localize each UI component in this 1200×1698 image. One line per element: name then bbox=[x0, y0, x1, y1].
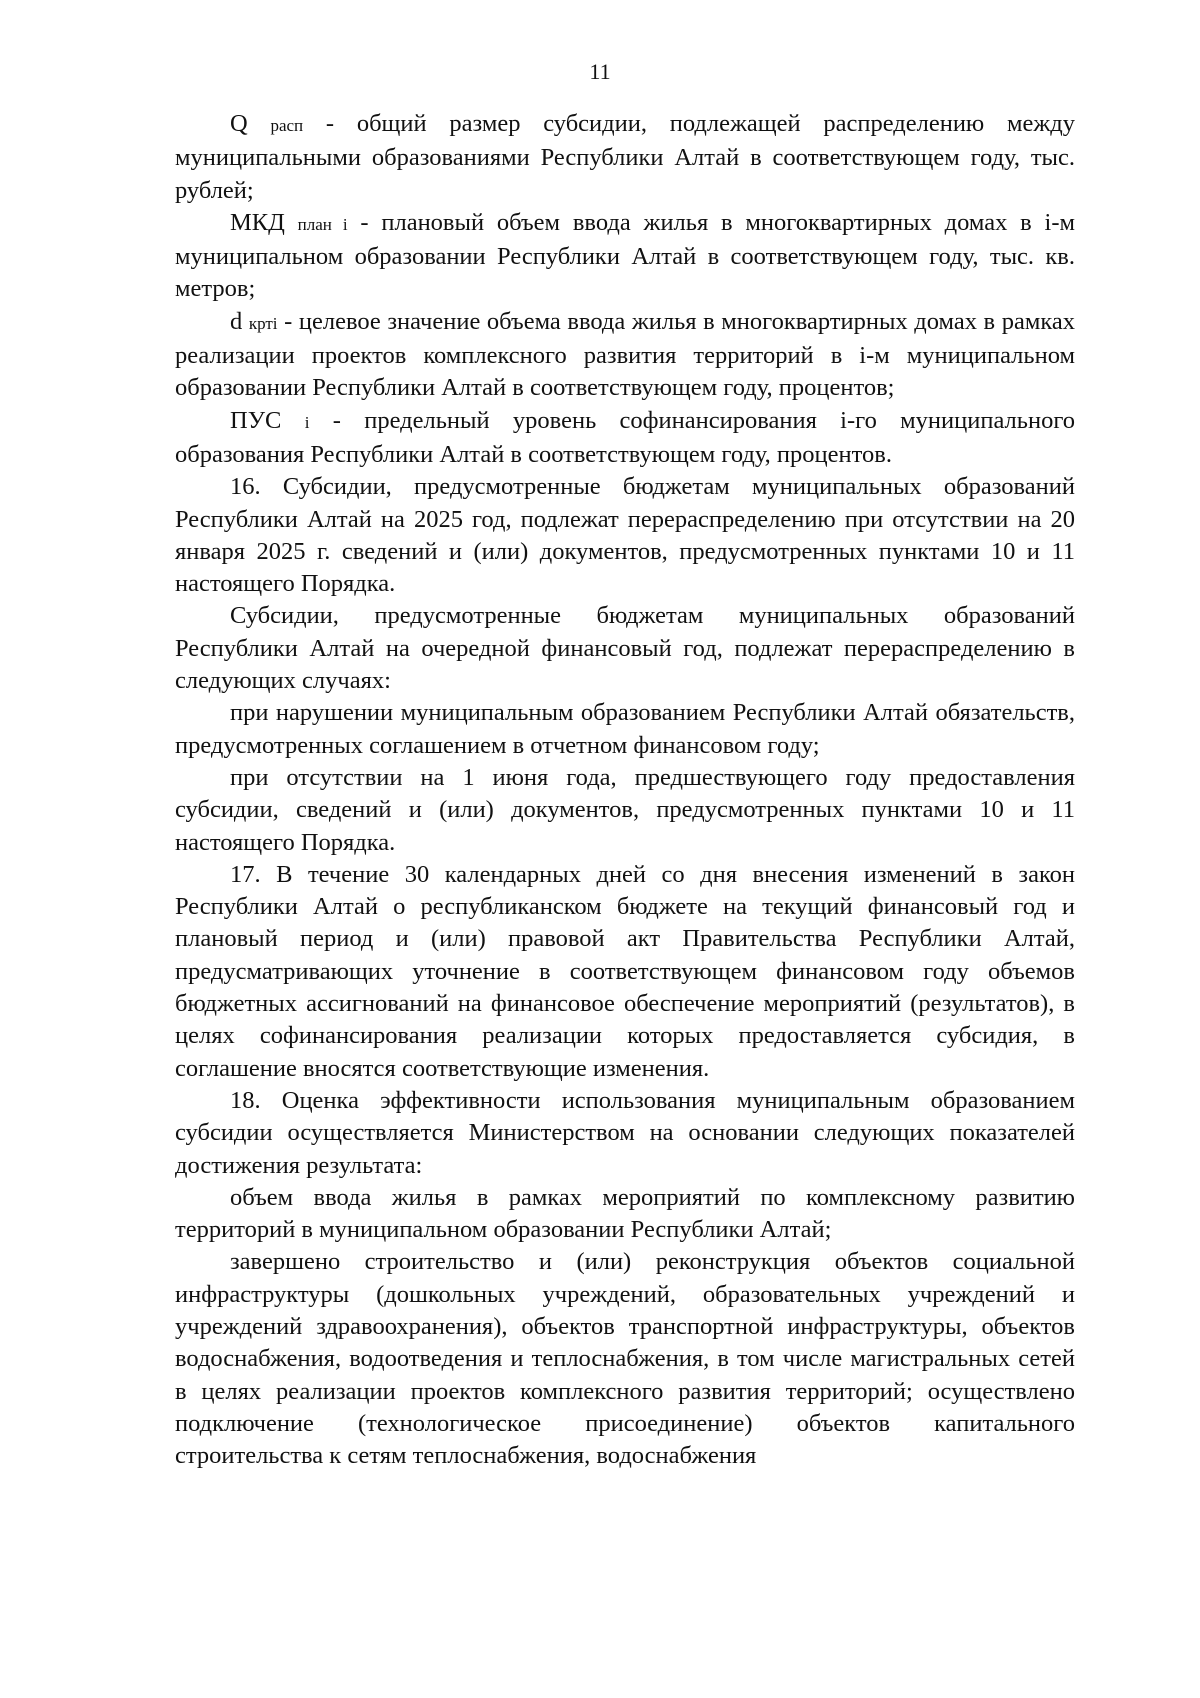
paragraph-16: 16. Субсидии, предусмотренные бюджетам муниципальных образований Республики Алтай на 2025 год, подлежат перераспределению при отсутствии на 20 января 2025 г. сведений и (или) документов, предусмотренных пунктами 10 и 11 настоящего Порядка. bbox=[175, 473, 1075, 598]
definition-d-krt bbox=[175, 306, 1075, 405]
definition-mkd-plan bbox=[175, 207, 1075, 306]
definition-subscript: расп bbox=[270, 116, 304, 135]
definition-symbol: ПУС bbox=[230, 406, 282, 434]
definition-pus bbox=[175, 405, 1075, 472]
definition-q-rasp bbox=[175, 108, 1075, 207]
definition-symbol: МКД bbox=[230, 208, 285, 236]
document-body bbox=[175, 108, 1075, 1472]
paragraph-16-case-violation: при нарушении муниципальным образованием Республики Алтай обязательств, предусмотренных соглашением в отчетном финансовом году; bbox=[175, 699, 1075, 759]
definition-symbol: d bbox=[230, 307, 243, 335]
definition-subscript: крті bbox=[248, 313, 278, 333]
paragraph-16-redistribution-cases: Субсидии, предусмотренные бюджетам муниципальных образований Республики Алтай на очередной финансовый год, подлежат перераспределению в следующих случаях: bbox=[175, 602, 1075, 695]
paragraph-17: 17. В течение 30 календарных дней со дня внесения изменений в закон Республики Алтай о республиканском бюджете на текущий финансовый год и плановый период и (или) правовой акт Правительства Республики Алтай, предусматривающих уточнение в соответствующем финансовом году объемов бюджетных ассигнований на финансовое обеспечение мероприятий (результатов), в целях софинансирования реализации которых предоставляется субсидия, в соглашение вносятся соответствующие изменения. bbox=[175, 860, 1075, 1082]
definition-text: - плановый объем ввода жилья в многоквартирных домах в i-м муниципальном образовании Республики Алтай в соответствующем году, тыс. кв. метров; bbox=[175, 208, 1076, 303]
paragraph-18-indicator-housing: объем ввода жилья в рамках мероприятий по комплексному развитию территорий в муниципальном образовании Республики Алтай; bbox=[175, 1183, 1075, 1244]
page-number: 11 bbox=[589, 59, 611, 84]
paragraph-18: 18. Оценка эффективности использования муниципальным образованием субсидии осуществляется Министерством на основании следующих показателей достижения результата: bbox=[175, 1086, 1075, 1179]
definition-text: - предельный уровень софинансирования i-го муниципального образования Республики Алтай в соответствующем году, процентов. bbox=[175, 406, 1076, 468]
paragraph-18-indicator-infrastructure: завершено строительство и (или) реконструкция объектов социальной инфраструктуры (дошкольных учреждений, образовательных учреждений и учреждений здравоохранения), объектов транспортной инфраструктуры, объектов водоснабжения, водоотведения и теплоснабжения, в том числе магистральных сетей в целях реализации проектов комплексного развития территорий; осуществлено подключение (технологическое присоединение) объектов капитального строительства к сетям теплоснабжения, водоснабжения bbox=[175, 1248, 1075, 1470]
definition-text: - общий размер субсидии, подлежащей распределению между муниципальными образованиями Республики Алтай в соответствующем году, тыс. рублей; bbox=[175, 110, 1076, 204]
definition-subscript: i bbox=[304, 412, 310, 432]
definition-symbol: Q bbox=[230, 110, 248, 137]
definition-text: - целевое значение объема ввода жилья в многоквартирных домах в рамках реализации проектов комплексного развития территорий в i-м муниципальном образовании Республики Алтай в соответствующем году, процентов; bbox=[175, 307, 1075, 402]
definition-subscript: план i bbox=[297, 214, 348, 234]
paragraph-16-case-missing-documents: при отсутствии на 1 июня года, предшествующего году предоставления субсидии, сведений и (или) документов, предусмотренных пунктами 10 и 11 настоящего Порядка. bbox=[175, 763, 1075, 856]
